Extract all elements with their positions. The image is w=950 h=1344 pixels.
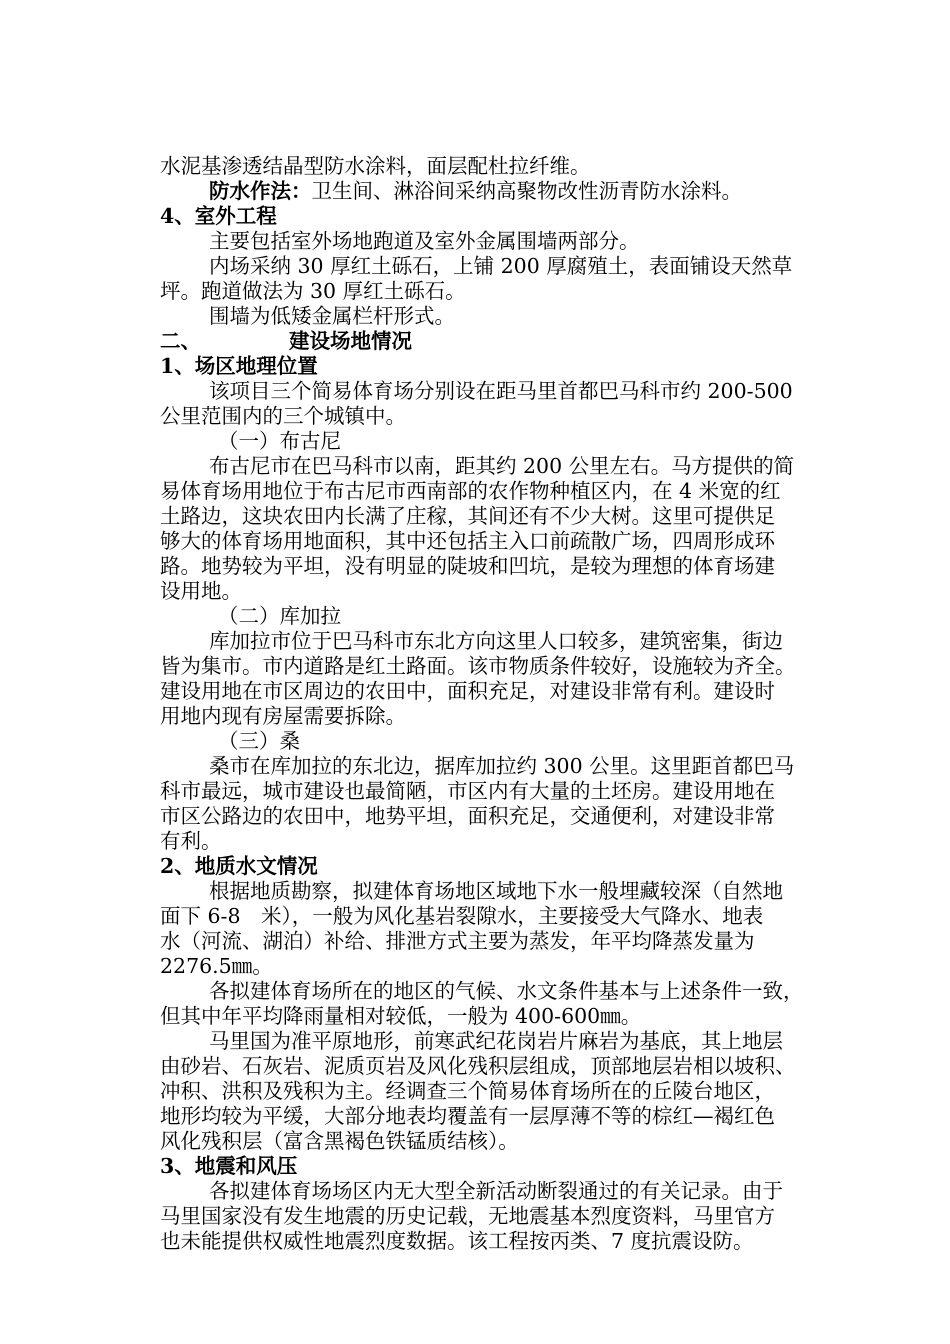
text-line: 土路边，这块农田内长满了庄稼，其间还有不少大树。这里可提供足	[160, 504, 775, 528]
text-line: 马里国家没有发生地震的历史记载，无地震基本烈度资料，马里官方	[160, 1204, 775, 1228]
text-line: 坪。跑道做法为 30 厚红土砾石。	[160, 279, 466, 303]
text-line: 该项目三个简易体育场分别设在距马里首都巴马科市约 200-500	[209, 379, 793, 403]
text-line: 够大的体育场用地面积，其中还包括主入口前疏散广场，四周形成环	[160, 529, 775, 553]
text-line: 各拟建体育场所在的地区的气候、水文条件基本与上述条件一致，	[209, 979, 804, 1003]
subsection-heading: （一）布古尼	[218, 429, 341, 453]
text-line: 库加拉市位于巴马科市东北方向这里人口较多，建筑密集，街边	[209, 629, 783, 653]
text-line: 主要包括室外场地跑道及室外金属围墙两部分。	[209, 229, 640, 253]
text-line: 马里国为准平原地形，前寒武纪花岗岩片麻岩为基底，其上地层	[209, 1029, 783, 1053]
chapter-title: 建设场地情况	[289, 329, 412, 353]
text-line: 桑市在库加拉的东北边，据库加拉约 300 公里。这里距首都巴马	[209, 754, 795, 778]
text-run: 卫生间、淋浴间采纳高聚物改性沥青防水涂料。	[311, 179, 742, 203]
text-line: 也未能提供权威性地震烈度数据。该工程按丙类、7 度抗震设防。	[160, 1229, 754, 1253]
text-line: 各拟建体育场场区内无大型全新活动断裂通过的有关记录。由于	[209, 1179, 783, 1203]
chapter-heading	[160, 329, 860, 354]
text-line: 布古尼市在巴马科市以南，距其约 200 公里左右。马方提供的简	[209, 454, 795, 478]
text-line: 市区公路边的农田中，地势平坦，面积充足，交通便利，对建设非常	[160, 804, 775, 828]
section-heading: 3、地震和风压	[160, 1154, 298, 1178]
text-line: 设用地。	[160, 579, 242, 603]
subsection-heading: （二）库加拉	[218, 604, 341, 628]
text-line: 路。地势较为平坦，没有明显的陡坡和凹坑，是较为理想的体育场建	[160, 554, 775, 578]
text-line: 面下 6-8 米），一般为风化基岩裂隙水，主要接受大气降水、地表	[160, 904, 764, 928]
text-line: 科市最远，城市建设也最简陋，市区内有大量的土坯房。建设用地在	[160, 779, 775, 803]
text-line	[209, 179, 909, 204]
text-line: 皆为集市。市内道路是红土路面。该市物质条件较好，设施较为齐全。	[160, 654, 796, 678]
section-heading: 2、地质水文情况	[160, 854, 318, 878]
text-line: 根据地质勘察，拟建体育场地区域地下水一般埋藏较深（自然地	[209, 879, 783, 903]
text-line: 由砂岩、石灰岩、泥质页岩及风化残积层组成，顶部地层岩相以坡积、	[160, 1054, 796, 1078]
section-heading: 1、场区地理位置	[160, 354, 318, 378]
subsection-heading: （三）桑	[218, 729, 300, 753]
text-line: 2276.5㎜。	[160, 954, 273, 978]
text-line: 风化残积层（富含黑褐色铁锰质结核）。	[160, 1129, 519, 1153]
text-line: 公里范围内的三个城镇中。	[160, 404, 406, 428]
text-line: 有利。	[160, 829, 222, 853]
text-line: 水（河流、湖泊）补给、排泄方式主要为蒸发，年平均降蒸发量为	[160, 929, 755, 953]
text-line: 围墙为低矮金属栏杆形式。	[209, 304, 455, 328]
text-line: 用地内现有房屋需要拆除。	[160, 704, 406, 728]
text-line: 冲积、洪积及残积为主。经调查三个简易体育场所在的丘陵台地区，	[160, 1079, 775, 1103]
chapter-number: 二、	[160, 329, 201, 353]
inline-label: 防水作法：	[209, 179, 312, 203]
text-line: 易体育场用地位于布古尼市西南部的农作物种植区内，在 4 米宽的红	[160, 479, 781, 503]
text-line: 建设用地在市区周边的农田中，面积充足，对建设非常有利。建设时	[160, 679, 775, 703]
text-line: 地形均较为平缓，大部分地表均覆盖有一层厚薄不等的棕红—褐红色	[160, 1104, 775, 1128]
text-line: 但其中年平均降雨量相对较低，一般为 400-600㎜。	[160, 1004, 642, 1028]
section-heading: 4、室外工程	[160, 204, 277, 228]
text-line: 水泥基渗透结晶型防水涂料，面层配杜拉纤维。	[160, 154, 591, 178]
text-line: 内场采纳 30 厚红土砾石，上铺 200 厚腐殖土，表面铺设天然草	[209, 254, 793, 278]
